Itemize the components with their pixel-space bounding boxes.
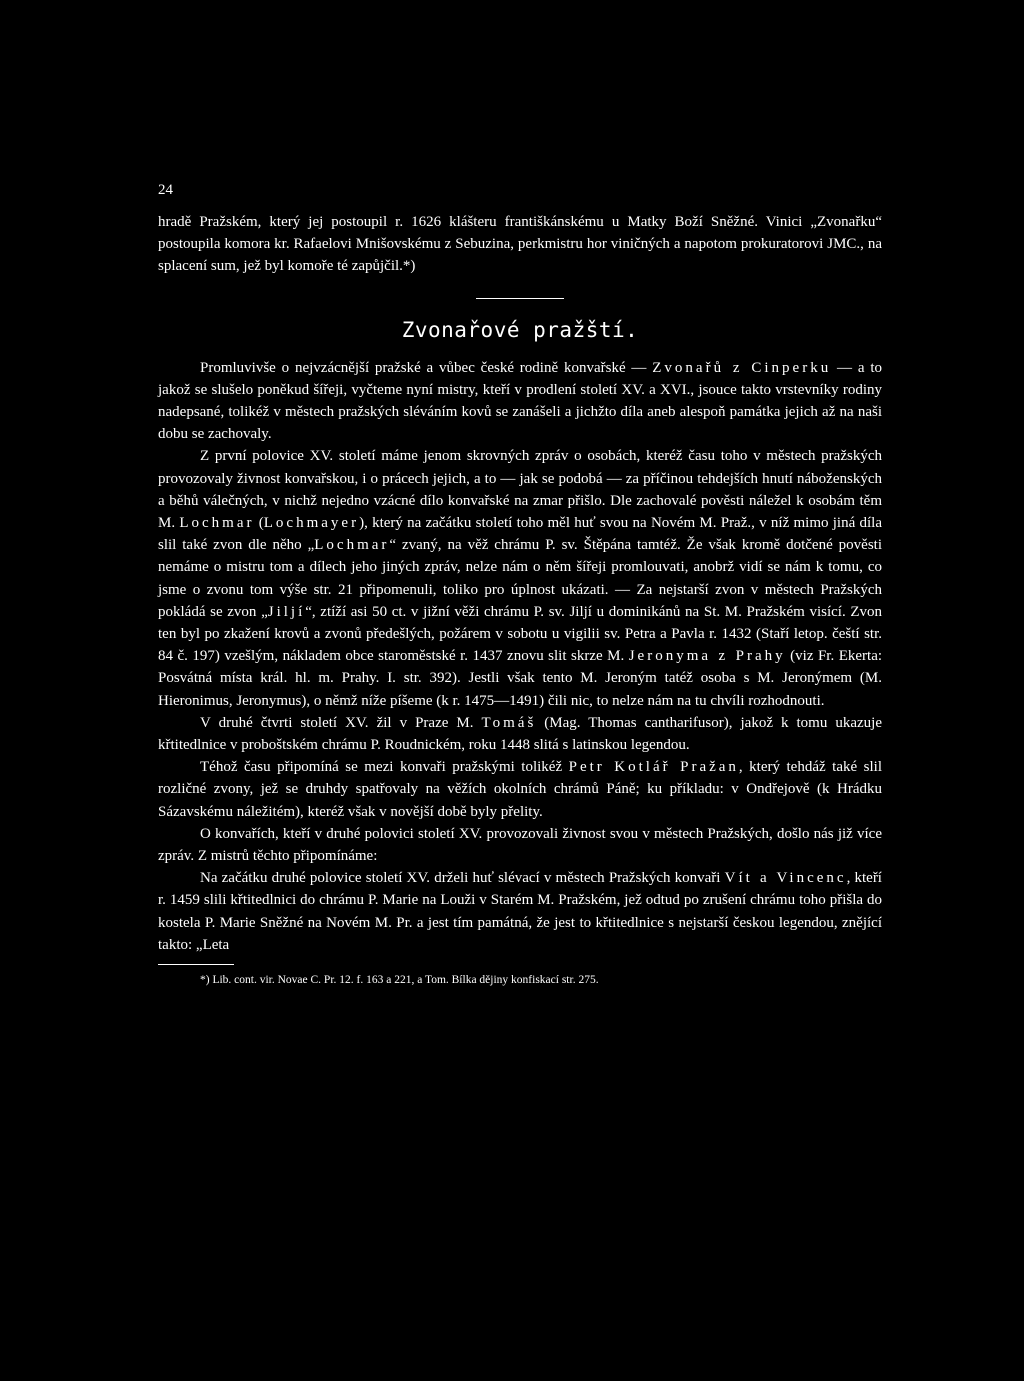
- spaced-name: Vít a Vincenc: [724, 870, 847, 887]
- body-paragraph: [158, 357, 882, 446]
- section-divider: [476, 298, 564, 299]
- body-paragraph: [158, 756, 882, 823]
- text-run: (Mag. Thomas cantharifusor), jakož k tomu ukazuje křtitedlnice v proboštském chrámu P. Roudnickém, roku 1448 slitá s latinskou legendou.: [158, 714, 882, 754]
- text-run: “, ztíží asi 50 ct. v jižní věži chrámu P. sv. Jiljí u dominikánů na St. M. Pražském visící. Zvon ten byl po zkažení krovů a zvonů předešlých, požárem v sobotu u vigilii sv. Petra a Pavla r. 1432 (Staří letop. čeští str. 84 č. 197) vzešlým, nákladem obce staroměstské r. 1437 znovu slit skrze M.: [158, 603, 883, 665]
- text-run: , kteří r. 1459 slili křtitedlnici do chrámu P. Marie na Louži v Starém M. Pražském, jež odtud po zrušení chrámu toho přišla do kostela P. Marie Sněžné na Novém M. Pr. a jest tím památná, že jest to křtitedlnice s nejstarší českou legendou, znějící takto: „Leta: [158, 870, 882, 953]
- text-run: Promluvivše o nejvzácnější pražské a vůbec české rodině konvařské —: [200, 359, 653, 376]
- spaced-name: Lochmar: [314, 537, 390, 554]
- text-run: (viz Fr. Ekerta: Posvátná místa král. hl. m. Prahy. I. str. 392). Jestli však tento M. Jeroným tatéž osoba s M. Jeronýmem (M. Hieronimus, Jeronymus), o němž níže píšeme (k r. 1475—1491) čili nic, to nelze nám na tu chvíli rozhodnouti.: [158, 648, 883, 709]
- spaced-name: Petr Kotlář Pražan: [568, 759, 739, 776]
- section-heading: Zvonařové pražští.: [401, 317, 639, 342]
- text-run: O konvařích, kteří v druhé polovici století XV. provozovali živnost svou v městech Pražských, došlo nás již více zpráv. Z mistrů těchto připomínáme:: [158, 825, 882, 865]
- text-run: “ zvaný, na věž chrámu P. sv. Štěpána tamtéž. Že však kromě dotčené pověsti nemáme o mistru tom a dílech jeho jiných zpráv, nelze nám o něm šířeji promlouvati, anobrž vidí se nám k tomu, co jsme o zvonu tom výše str. 21 připomenuli, toliko pro úplnost ukázati. — Za nejstarší zvon v městech Pražských pokládá se zvon „: [158, 537, 882, 620]
- spaced-name: Lochmar: [179, 515, 255, 532]
- body-paragraph: [158, 445, 882, 711]
- text-run: Na začátku druhé polovice století XV. drželi huť slévací v městech Pražských konvaři: [200, 870, 725, 887]
- text-run: ), který na začátku století toho měl huť svou na Novém M. Praž., v níž mimo jiná díla slil také zvon dle něho „: [158, 515, 882, 554]
- footnote: *) Lib. cont. vir. Novae C. Pr. 12. f. 163 a 221, a Tom. Bílka dějiny konfiskací str. 275.: [200, 974, 599, 987]
- body-paragraph: [158, 867, 882, 956]
- text-run: Z první polovice XV. století máme jenom skrovných zpráv o osobách, kteréž času toho v městech pražských provozovaly živnost konvařskou, i o prácech jejich, a to — jak se podobá — za příčinou tehdejších hnutí náboženských a běhů válečných, v nichž nejedno vzácné dílo konvařské na zmar přišlo. Dle zachovalé pověsti náležel k osobám těm M.: [158, 448, 882, 532]
- spaced-name: Jiljí: [267, 603, 306, 620]
- intro-paragraph: hradě Pražském, který jej postoupil r. 1626 klášteru františkánskému u Matky Boží Sněžné. Vinici „Zvonařku“ postoupila komora kr. Rafaelovi Mnišovskému z Sebuzina, perkmistru hor viničných a napotom prokuratorovi JMC., na splacení sum, jež byl komoře té zapůjčil.*): [158, 214, 882, 275]
- text-run: Téhož času připomíná se mezi konvaři pražskými tolikéž: [200, 759, 569, 776]
- text-run: V druhé čtvrti století XV. žil v Praze M.: [200, 714, 482, 731]
- body-paragraphs: [158, 357, 882, 956]
- spaced-name: Tomáš: [481, 714, 537, 731]
- page-number: 24: [158, 182, 173, 198]
- body-paragraph: [158, 823, 882, 867]
- text-block: [158, 211, 882, 988]
- spaced-name: Zvonařů z Cinperku: [652, 359, 832, 376]
- footnote-divider: [158, 964, 234, 965]
- spaced-name: Jeronyma z Prahy: [628, 648, 786, 665]
- text-run: (: [254, 515, 264, 532]
- text-run: — a to jakož se slušelo poněkud šířeji, vyčteme nyní mistry, kteří v prodlení století XV. a XVI., jsouce takto vrstevníky rodiny nadepsané, tolikéž v městech pražských sléváním kovů se zanášeli a jichžto díla aneb alespoň památka jejich až na naši dobu se zachovaly.: [158, 359, 882, 443]
- body-paragraph: [158, 712, 882, 756]
- text-run: , který tehdáž také slil rozličné zvony, jež se druhdy spatřovaly na věžích okolních chrámů Páně; ku příkladu: v Ondřejově (k Hrádku Sázavskému náležitém), kteréž však v novější době byly přelity.: [158, 759, 882, 820]
- spaced-name: Lochmayer: [263, 515, 360, 532]
